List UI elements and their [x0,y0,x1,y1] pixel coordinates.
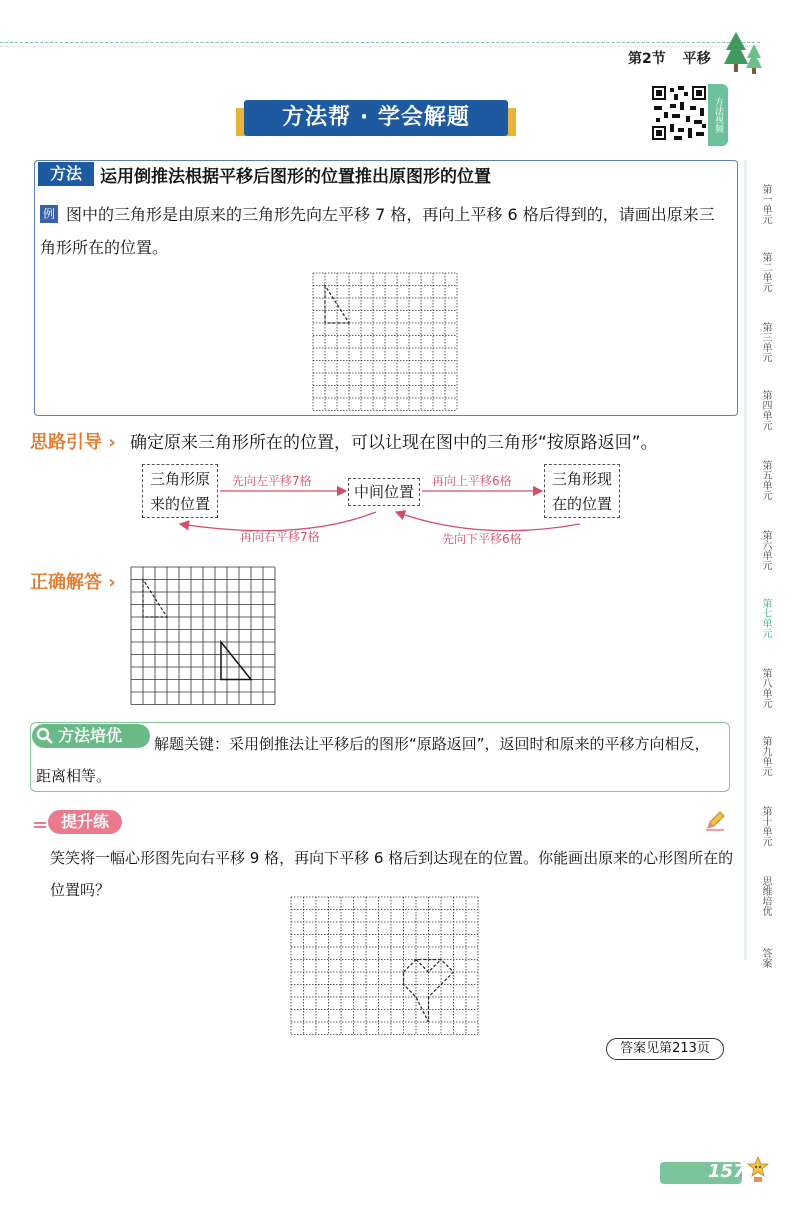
method-title: 运用倒推法根据平移后图形的位置推出原图形的位置 [100,167,491,187]
flow-box-current-line1: 三角形现 [551,470,612,488]
header-rule [0,42,760,43]
side-nav-unit-10[interactable]: 第十单元 [760,806,771,846]
grid-lines [131,567,275,705]
header-rule-secondary [0,46,760,47]
section-topic: 平移 [682,51,711,67]
side-nav-unit-1[interactable]: 第一单元 [760,184,771,224]
flow-label-up-6: 再向上平移6格 [432,474,512,488]
practice-text: 笑笑将一幅心形图先向右平移 9 格，再向下平移 6 格后到达现在的位置。你能画出原来的心形图所在的位置吗？ [50,849,734,899]
side-nav-unit-5[interactable]: 第五单元 [760,460,771,500]
practice-grid [290,896,480,1036]
idea-text: 确定原来三角形所在的位置，可以让现在图中的三角形“按原路返回”。 [130,433,658,453]
side-nav-unit-9[interactable]: 第九单元 [760,736,771,776]
side-nav-unit-6[interactable]: 第六单元 [760,530,771,570]
side-nav-answers[interactable]: 答案 [760,948,771,968]
mascot-icon [746,1156,770,1184]
answer-label: 正确解答 › [30,572,116,593]
grid-lines [313,273,457,411]
optimize-tag: 方法培优 [32,724,150,748]
flow-box-middle: 中间位置 [348,478,420,506]
flow-box-current [544,464,620,518]
example-text-block [40,198,730,264]
side-nav-unit-8[interactable]: 第八单元 [760,668,771,708]
flow-label-down-6: 先向下平移6格 [442,532,522,546]
example-mark: 例 [40,205,58,223]
example-grid [312,272,458,412]
flow-box-original-line1: 三角形原 [149,470,210,488]
flow-label-right-7: 再向右平移7格 [240,530,320,544]
page-number: 157 [708,1161,746,1182]
qr-label: 方法视频 [708,84,728,146]
practice-tag: 提升练 [48,810,122,834]
idea-label: 思路引导 › [30,432,116,453]
section-banner: 方法帮 · 学会解题 [244,100,508,136]
grid-lines [291,897,478,1035]
answer-grid [130,566,276,706]
side-nav-unit-2[interactable]: 第二单元 [760,252,771,292]
triangle-current-solid [221,642,251,680]
qr-code-icon[interactable] [650,84,708,142]
tree-icon [722,30,766,76]
optimize-text: 解题关键：采用倒推法让平移后的图形“原路返回”，返回时和原来的平移方向相反，距离相等。 [36,735,710,785]
pencil-icon [704,810,726,832]
side-strip [744,160,747,960]
side-nav-unit-4[interactable]: 第四单元 [760,390,771,430]
example-text: 图中的三角形是由原来的三角形先向左平移 7 格，再向上平移 6 格后得到的，请画出原来三角形所在的位置。 [40,205,715,257]
flow-box-current-line2: 在的位置 [551,495,612,513]
flow-box-original-line2: 来的位置 [149,495,210,513]
header-title [628,48,723,68]
flow-box-original [142,464,218,518]
practice-dash [34,822,46,828]
side-nav-thinking[interactable]: 思维培优 [760,876,771,916]
side-nav-unit-3[interactable]: 第三单元 [760,322,771,362]
flow-label-left-7: 先向左平移7格 [232,474,312,488]
section-number: 第2节 [628,51,666,67]
side-nav-unit-7[interactable]: 第七单元 [760,598,771,638]
method-tag: 方法 [38,162,94,186]
answer-reference: 答案见第213页 [606,1038,724,1060]
